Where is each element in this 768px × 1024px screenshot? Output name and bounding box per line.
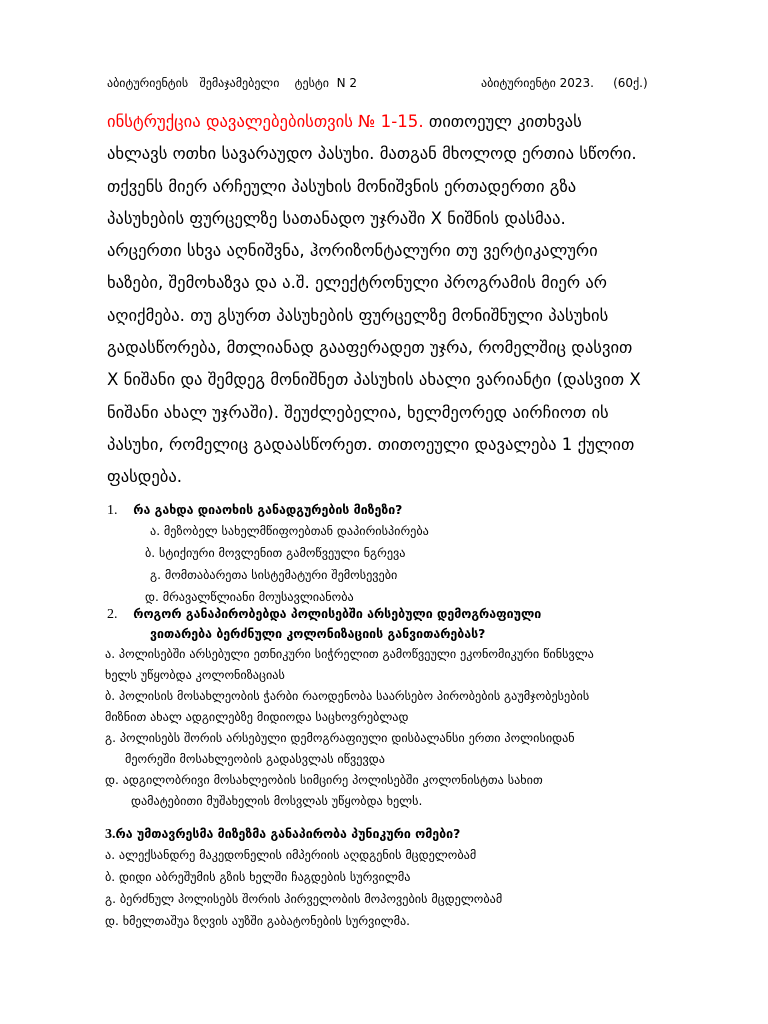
instruction-block [107,106,727,494]
question-2-option-d-cont: დამატებითი მუშახელის მოსვლას უწყობდა ხელს. [131,794,423,808]
instruction-text-line: ფასდება. [107,467,183,487]
instruction-text-line: ნიშანი ახალ უჯრაში). შეუძლებელია, ხელმეორედ აირჩიოთ ის [107,402,609,422]
instruction-text-line: გადასწორება, მთლიანად გააფერადეთ უჯრა, რომელშიც დასვით [107,338,633,358]
instruction-text-line: თქვენს მიერ არჩეული პასუხის მონიშვნის ერთადერთი გზა [107,176,577,196]
question-text: რა გახდა დიაოხის განადგურების მიზეზი? [133,502,403,517]
question-1-title [107,502,402,519]
question-text: რა უმთავრესმა მიზეზმა განაპირობა პუნიკური ომები? [115,826,461,841]
question-2-option-d: დ. ადგილობრივი მოსახლეობის სიმცირე პოლისებში კოლონისტთა სახით [105,773,543,787]
question-text-line-1: როგორ განაპირობებდა პოლისებში არსებული დემოგრაფიული [133,606,542,621]
instruction-text-line: პასუხი, რომელიც გადაასწორეთ. თითოეული დავალება 1 ქულით [107,434,635,454]
question-number: 2. [107,607,118,622]
instruction-text-line: ახლავს ოთხი სავარაუდო პასუხი. მათგან მხოლოდ ერთია სწორი. [107,144,637,164]
instruction-text-line: არცერთი სხვა აღნიშვნა, ჰორიზონტალური თუ ვერტიკალური [107,241,598,261]
question-2-option-b-cont: მიზნით ახალ ადგილებზე მიდიოდა საცხოვრებლად [105,710,409,724]
instruction-first-line [107,106,727,138]
question-2-option-c: გ. პოლისებს შორის არსებული დემოგრაფიული დისბალანსი ერთი პოლისიდან [105,731,575,745]
question-2-option-a: ა. პოლისებში არსებული ეთნიკური სიჭრელით გამოწვეული ეკონომიკური წინსვლა [105,647,594,661]
instruction-label: ინსტრუქცია დავალებებისთვის № 1-15. [107,112,424,131]
question-2-option-b: ბ. პოლისის მოსახლეობის ჭარბი რაოდენობა საარსებო პირობების გაუმჯობესების [105,689,590,703]
instruction-text-line: X ნიშანი და შემდეგ მონიშნეთ პასუხის ახალი ვარიანტი (დასვით X [107,370,641,390]
question-1-option-a: ა. მეზობელ სახელმწიფოებთან დაპირისპირება [150,524,429,538]
header-year-points: აბიტურიენტი 2023. (60ქ.) [481,76,648,90]
question-3-option-a: ა. ალექსანდრე მაკედონელის იმპერიის აღდგენის მცდელობამ [105,848,477,862]
question-2-option-a-cont: ხელს უწყობდა კოლონიზაციას [105,668,285,682]
instruction-text-line: თითოეულ კითხვას [428,112,582,131]
page-header [107,76,727,96]
question-1-option-d: დ. მრავალწლიანი მოუსავლიანობა [145,590,354,604]
question-2-title [107,606,541,623]
instruction-text-line: პასუხების ფურცელზე სათანადო უჯრაში X ნიშნის დასმაა. [107,208,566,228]
question-3-option-d: დ. ხმელთაშუა ზღვის აუზში გაბატონების სურვილმა. [105,914,411,928]
instruction-text-line: აღიქმება. თუ გსურთ პასუხების ფურცელზე მონიშნული პასუხის [107,305,609,325]
question-number: 1. [107,503,118,518]
question-2-option-c-cont: მეორეში მოსახლეობის გადასვლას იწვევდა [125,752,385,766]
question-2-text-line-2: ვითარება ბერძნული კოლონიზაციის განვითარებას? [150,626,486,641]
question-3-option-c: გ. ბერძნულ პოლისებს შორის პირველობის მოპოვების მცდელობამ [105,892,503,906]
question-1-option-b: ბ. სტიქიური მოვლენით გამოწვეული ნგრევა [145,546,406,560]
question-1-option-c: გ. მომთაბარეთა სისტემატური შემოსევები [150,568,398,582]
question-number: 3. [105,827,116,842]
instruction-text-line: ხაზები, შემოხაზვა და ა.შ. ელექტრონული პროგრამის მიერ არ [107,273,607,293]
question-3-option-b: ბ. დიდი აბრეშუმის გზის ხელში ჩაგდების სურვილმა [105,870,411,884]
header-test-title: აბიტურიენტის შემაჯამებელი ტესტი N 2 [107,76,357,90]
question-3-title [105,826,460,843]
